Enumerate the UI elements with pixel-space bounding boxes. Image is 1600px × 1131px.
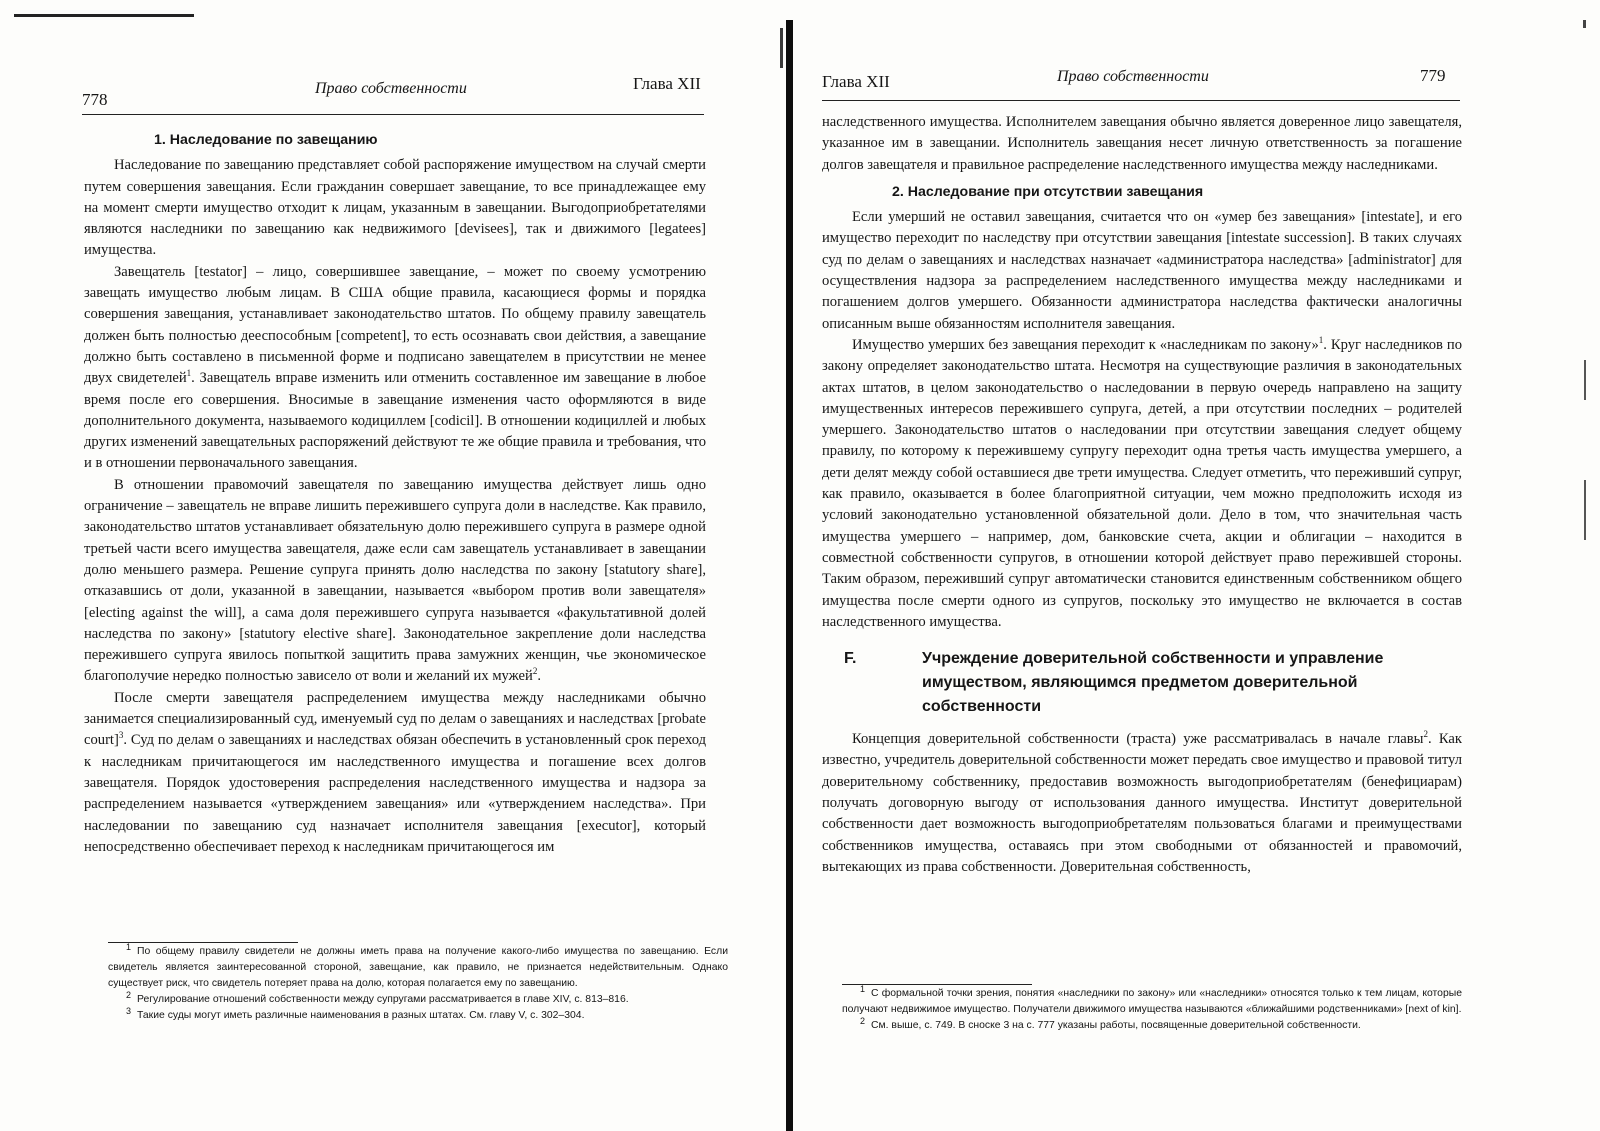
left-body	[84, 128, 706, 858]
running-title-right: Право собственности	[1057, 68, 1209, 85]
footnote-ref[interactable]: 1	[1318, 335, 1324, 346]
paragraph: наследственного имущества. Исполнителем завещания обычно является доверенное лицо завещателя, указанное им в завещании. Исполнитель завещания несет личную ответственность за погашение долгов завещателя и правильное распределение наследственного имущества между наследниками.	[822, 114, 1462, 173]
footnote-ref[interactable]: 2	[1423, 729, 1428, 740]
paragraph: Если умерший не оставил завещания, считается что он «умер без завещания» [intestate], и его имущество переходит по наследству при отсутствии завещания [intestate succession]. В таких случаях суд по делам о завещаниях и наследствах назначает «администратора наследства» [administrator] для осуществления надзора за распределением наследственного имущества между наследниками и погашением долгов умершего. Обязанности администратора наследства фактически аналогичны описанным выше обязанностям исполнителя завещания.	[822, 209, 1462, 332]
right-page	[800, 0, 1600, 1131]
paragraph: Имущество умерших без завещания переходит к «наследникам по закону»$^1$. Круг наследников по закону определяет законодательство штата. Несмотря на существующие различия в законодательных актах штатов, в целом законодательство о наследовании в первую очередь направлено на защиту имущественных интересов пережившего супруга, детей, а при отсутствии последних – родителей умершего. Законодательство штатов о наследовании при отсутствии завещания следует общему правилу, по которому к пережившему супругу переходит одна третья часть имущества умершего, а дети делят между собой оставшиеся две трети имущества. Следует отметить, что переживший супруг, как правило, оказывается в более благоприятной ситуации, чем можно предположить исходя из условий законодательно установленной обязательной доли. Дело в том, что значительная часть имущества умершего – например, дом, банковские счета, акции и облигации – находится в совместной собственности супругов, в отношении которой действует право пережившей стороны. Таким образом, переживший супруг автоматически становится единственным собственником общего имущества после смерти одного из супругов, поскольку это имущество не включается в состав наследственного имущества.	[822, 335, 1462, 630]
page-number-left: 778	[82, 90, 108, 109]
scan-edge-mark	[1584, 360, 1586, 400]
footnotes-right	[842, 983, 1462, 1034]
scan-edge-mark	[1584, 480, 1586, 540]
footnote: 1 С формальной точки зрения, понятия «наследники по закону» или «наследники» относятся только к тем лицам, которые получают недвижимое имущество. Получатели движимого имущества называются «ближайшими родственниками» [next of kin].	[842, 983, 1462, 1015]
paragraph: В отношении правомочий завещателя по завещанию имущества действует лишь одно ограничение – завещатель не вправе лишить пережившего супруга доли в наследстве. Как правило, законодательство штатов устанавливает обязательную долю пережившего супруга в размере одной третьей части всего имущества завещателя, даже если сам завещатель устанавливает в завещании долю меньшего размера. Решение супруга принять долю наследства по закону [statutory share], отказавшись от доли, указанной в завещании, называется «выбором против воли завещателя» [electing against the will], а сама доля пережившего супруга называется «факультативной долей наследства по закону» [statutory elective share]. Законодательное закрепление доли наследства пережившего супруга явилось попыткой защитить права замужних женщин, чье экономическое благополучие нередко полностью зависело от воли и желаний их мужей$^2$.	[84, 476, 706, 685]
section-heading-2: 2. Наследование при отсутствии завещания	[892, 183, 1204, 200]
paragraph: После смерти завещателя распределением имущества между наследниками обычно занимается специализированный суд, именуемый суд по делам о завещаниях и наследствах [probate court]$^3$. Суд по делам о завещаниях и наследствах обязан обеспечить в установленный срок переход к наследникам причитающегося им наследственного имущества и погашение всех долгов завещателя. Порядок удостоверения распределения наследственного имущества и надзора за распределением называется «утверждением завещания» или «утверждением наследства». При наследовании по завещанию суд назначает исполнителя завещания [executor], который непосредственно обеспечивает переход к наследникам причитающегося им	[84, 689, 707, 855]
section-heading-1: 1. Наследование по завещанию	[154, 132, 378, 148]
footnote-rule-right	[842, 984, 1032, 985]
page-number-right: 779	[1420, 66, 1446, 85]
paragraph: Концепция доверительной собственности (траста) уже рассматривалась в начале главы$^2$. Как известно, учредитель доверительной собственности может передать свое имущество и правовой титул доверительному собственнику, предоставив возможность выгодоприобретателям (бенефициарам) получать договорную выгоду от использования данного имущества. Институт доверительной собственности дает возможность выгодоприобретателям пользоваться благами и преимуществами собственников имущества, оставаясь при этом свободными от обязанностей и правомочий, вытекающих из права собственности. Доверительная собственность,	[822, 729, 1462, 875]
book-spine-fold	[780, 28, 783, 68]
chapter-label-left: Глава XII	[633, 74, 701, 93]
section-f-heading	[822, 647, 1462, 719]
footnote: 3 Такие суды могут иметь различные наименования в разных штатах. См. главу V, с. 302–304.	[126, 1005, 585, 1021]
left-page	[0, 0, 780, 1131]
paragraph: Наследование по завещанию представляет собой распоряжение имуществом на случай смерти путем совершения завещания. Если гражданин совершает завещание, то все принадлежащее ему на момент смерти имущество отходит к лицам, указанным в завещании. Выгодоприобретателями являются наследники по завещанию как недвижимого [devisees], так и движимого [legatees] имущества.	[84, 157, 706, 259]
footnote-ref[interactable]: 2	[532, 666, 538, 677]
book-spine-shadow	[786, 20, 793, 1131]
footnote-ref[interactable]: 3	[118, 730, 124, 741]
header-rule-right	[822, 100, 1460, 101]
footnote: 2 Регулирование отношений собственности между супругами рассматривается в главе XIV, с. 813–816.	[126, 989, 629, 1005]
scan-edge-mark	[1583, 20, 1586, 28]
header-rule-left	[82, 114, 704, 115]
footnote-rule-left	[108, 942, 298, 943]
running-title-left: Право собственности	[315, 80, 467, 97]
section-f-letter: F.	[844, 650, 857, 668]
chapter-label-right: Глава XII	[822, 72, 890, 91]
right-body	[822, 112, 1462, 878]
section-f-title: Учреждение доверительной собственности и управление имуществом, являющимся предметом доверительной собственности	[922, 650, 1384, 716]
footnote: 2 См. выше, с. 749. В сноске 3 на с. 777 указаны работы, посвященные доверительной собственности.	[860, 1015, 1361, 1031]
footnotes-left	[108, 941, 728, 1024]
footnote-ref[interactable]: 1	[186, 368, 192, 379]
footnote: 1 По общему правилу свидетели не должны иметь права на получение какого-либо имущества по завещанию. Если свидетель является заинтересованной стороной, завещание, как правило, не признается недействительным. Однако существует риск, что свидетель потеряет права на долю, которая полагается ему по завещанию.	[108, 941, 728, 989]
paragraph: Завещатель [testator] – лицо, совершившее завещание, – может по своему усмотрению завещать имущество любым лицам. В США общие правила, касающиеся формы и порядка совершения завещания, устанавливает законодательство штатов. По общему правилу завещатель должен быть полностью дееспособным [competent], то есть осознавать свои действия, а завещание должно быть составлено в письменной форме и подписано завещателем в присутствии не менее двух свидетелей$^1$. Завещатель вправе изменить или отменить составленное им завещание в любое время после его совершения. Вносимые в завещание изменения часто оформляются в виде дополнительного документа, называемого кодициллем [codicil]. В отношении кодициллей и любых других изменений завещательных распоряжений действуют те же общие правила и требования, что и в отношении первоначального завещания.	[84, 263, 706, 472]
